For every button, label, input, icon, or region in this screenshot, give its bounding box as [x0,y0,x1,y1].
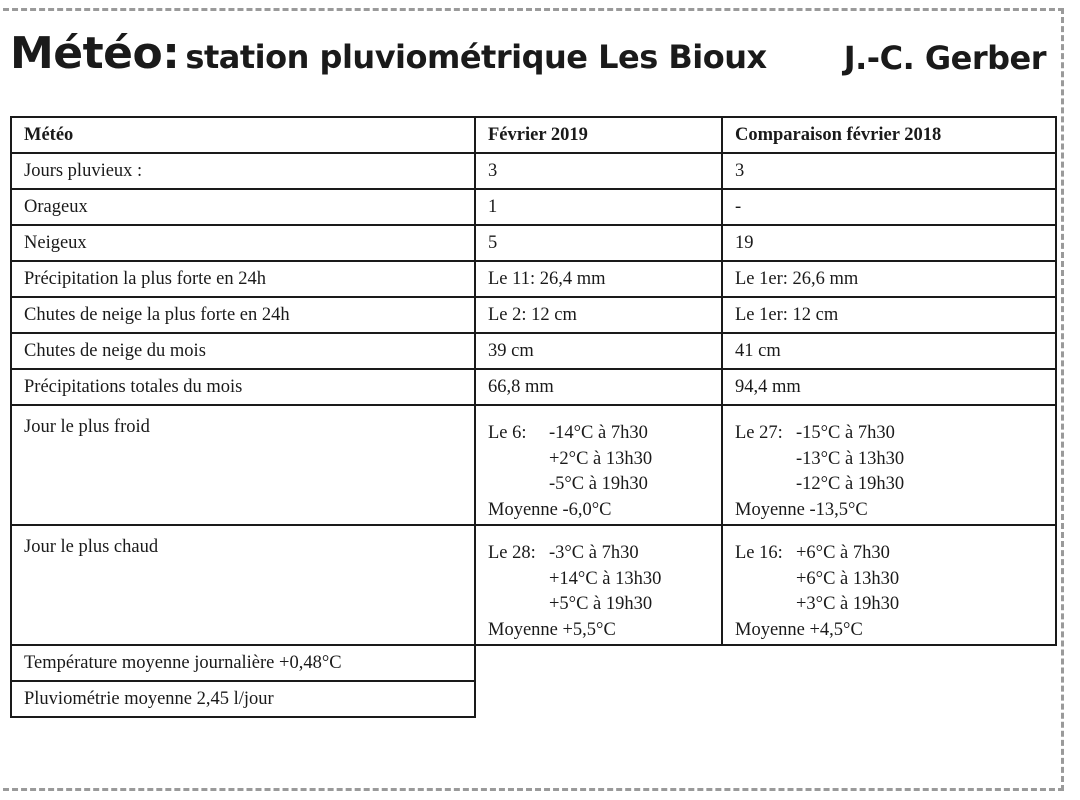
table-row-footer [11,645,1056,681]
table-row [11,297,1056,333]
row-label: Chutes de neige du mois [11,333,475,369]
empty-cell [475,645,1056,681]
temperature-reading: +3°C à 19h30 [796,594,900,614]
temperature-mean: Moyenne -13,5°C [735,499,868,520]
weather-table [10,116,1057,718]
temperature-block [488,421,709,523]
day-label: Le 27: [735,423,783,443]
row-label: Orageux [11,189,475,225]
title-subtitle: station pluviométrique Les Bioux [185,38,767,76]
temperature-block [488,541,709,643]
title-colon: : [162,28,180,79]
temperature-mean: Moyenne +5,5°C [488,619,616,640]
cell-2019: 5 [475,225,722,261]
cell-2018: 3 [722,153,1056,189]
table-row [11,189,1056,225]
temperature-reading: -14°C à 7h30 [549,423,648,443]
cell-2018: 19 [722,225,1056,261]
table-row-coldest [11,405,1056,525]
table-row [11,153,1056,189]
row-label: Neigeux [11,225,475,261]
day-label: Le 16: [735,543,783,563]
temperature-reading: +5°C à 19h30 [549,594,653,614]
empty-cell [475,681,1056,717]
page-header [10,28,1046,88]
day-label: Le 6: [488,423,527,443]
temperature-mean: Moyenne -6,0°C [488,499,612,520]
temperature-reading: +6°C à 13h30 [796,568,900,589]
table-row-footer [11,681,1056,717]
day-label: Le 28: [488,543,536,563]
row-label: Précipitations totales du mois [11,369,475,405]
cell-2019 [475,525,722,645]
temperature-reading: -5°C à 19h30 [549,474,648,494]
temperature-reading: +14°C à 13h30 [549,568,662,589]
temperature-reading: -15°C à 7h30 [796,423,895,443]
cell-2019: 1 [475,189,722,225]
table-row [11,369,1056,405]
cell-2018: 41 cm [722,333,1056,369]
table-row [11,225,1056,261]
author: J.-C. Gerber [843,39,1046,77]
temperature-reading: -3°C à 7h30 [549,543,639,563]
table-row-warmest [11,525,1056,645]
column-header: Comparaison février 2018 [722,117,1056,153]
cell-2019: 39 cm [475,333,722,369]
summary-mean-rainfall: Pluviométrie moyenne 2,45 l/jour [11,681,475,717]
cell-2018: Le 1er: 26,6 mm [722,261,1056,297]
cell-2018 [722,525,1056,645]
temperature-mean: Moyenne +4,5°C [735,619,863,640]
temperature-block [735,541,1043,643]
row-label: Jours pluvieux : [11,153,475,189]
cell-2018 [722,405,1056,525]
table-row [11,333,1056,369]
cell-2018: 94,4 mm [722,369,1056,405]
temperature-reading: +2°C à 13h30 [549,448,653,469]
cell-2019: 3 [475,153,722,189]
column-header: Février 2019 [475,117,722,153]
row-label: Précipitation la plus forte en 24h [11,261,475,297]
summary-mean-temperature: Température moyenne journalière +0,48°C [11,645,475,681]
cell-2019: 66,8 mm [475,369,722,405]
cell-2019: Le 11: 26,4 mm [475,261,722,297]
title-word: Météo [10,28,163,79]
temperature-reading: +6°C à 7h30 [796,543,890,563]
table-header-row [11,117,1056,153]
cell-2018: - [722,189,1056,225]
temperature-reading: -12°C à 19h30 [796,474,905,494]
page-title [10,28,767,79]
cell-2018: Le 1er: 12 cm [722,297,1056,333]
column-header: Météo [11,117,475,153]
cell-2019: Le 2: 12 cm [475,297,722,333]
row-label: Chutes de neige la plus forte en 24h [11,297,475,333]
table-row [11,261,1056,297]
cell-2019 [475,405,722,525]
row-label: Jour le plus chaud [11,525,475,645]
temperature-reading: -13°C à 13h30 [796,448,905,469]
row-label: Jour le plus froid [11,405,475,525]
temperature-block [735,421,1043,523]
